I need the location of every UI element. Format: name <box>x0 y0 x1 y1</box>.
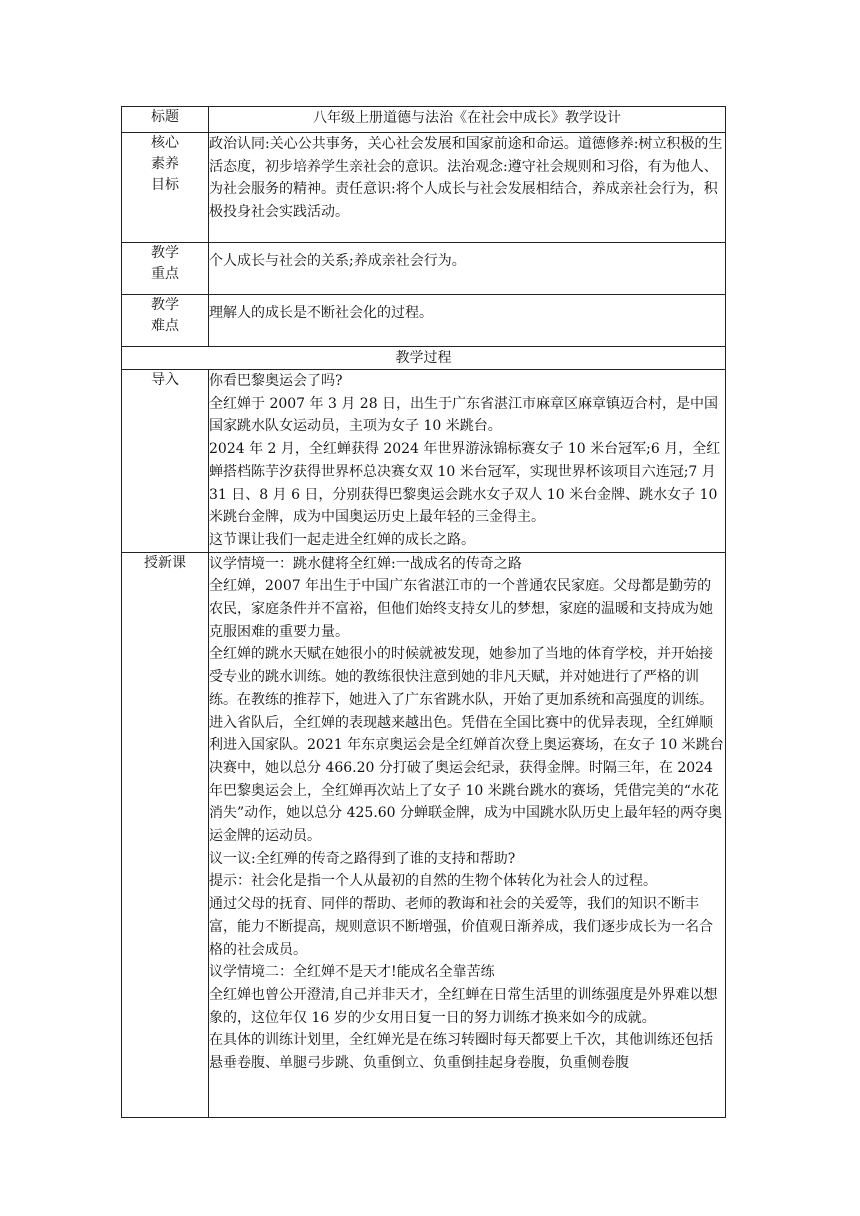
title-row <box>122 107 726 133</box>
intro-paragraph: 你看巴黎奥运会了吗? <box>209 373 343 389</box>
lesson-paragraph: 进入省队后，全红婵的表现越来越出色。凭借在全国比赛中的优异表现，全红婵顺利进入国家队。2021 年东京奥运会是全红婵首次登上奥运赛场，在女子 10 米跳台决赛中，她以总分 466.20 分打破了奥运会纪录，获得金牌。时隔三年，在 2024 年巴黎奥运会上，全红婵再次站上了女子 10 米跳台跳水的赛场，凭借完美的“水花消失”动作，她以总分 425.60 分蝉联金牌，成为中国跳水队历史上最年轻的两夺奥运金牌的运动员。 <box>209 714 724 845</box>
lesson-paragraph: 议一议:全红殚的传奇之路得到了谁的支持和帮助? <box>209 850 516 867</box>
lesson-title: 八年级上册道德与法治《在社会中成长》教学设计 <box>209 107 726 133</box>
key-points-row <box>122 243 726 295</box>
difficulties-row <box>122 295 726 347</box>
intro-paragraph: 全红婵于 2007 年 3 月 28 日，出生于广东省湛江市麻章区麻章镇迈合村，是中国国家跳水队女运动员，主项为女子 10 米跳台。 <box>209 395 719 435</box>
new-lesson-label: 授新课 <box>122 552 209 1117</box>
lesson-paragraph: 提示：社会化是指一个人从最初的自然的生物个体转化为社会人的过程。 <box>209 873 657 890</box>
lesson-paragraph: 全红婵的跳水天赋在她很小的时候就被发现，她参加了当地的体育学校，并开始接受专业的跳水训练。她的教练很快注意到她的非凡天赋，并对她进行了严格的训练。在教练的推荐下，她进入了广东省跳水队，开始了更加系统和高强度的训练。 <box>209 646 713 708</box>
new-lesson-content <box>209 552 726 1117</box>
key-points-label: 教学 重点 <box>122 243 209 295</box>
intro-paragraph: 2024 年 2 月，全红蝉获得 2024 年世界游泳锦标赛女子 10 米台冠军;6 月，全红蝉搭档陈芋汐获得世界杯总决赛女双 10 米台冠军，实现世界杯该项目六连冠;7 月 31 日、8 月 6 日，分别获得巴黎奥运会跳水女子双人 10 米台金牌、跳水女子 10 米跳台金牌，成为中国奥运历史上最年轻的三金得主。 <box>209 441 721 526</box>
core-literacy-row <box>122 133 726 243</box>
lesson-plan-table <box>121 106 726 1118</box>
key-points-text: 个人成长与社会的关系;养成亲社会行为。 <box>209 243 726 295</box>
process-header: 教学过程 <box>122 347 726 370</box>
lesson-paragraph: 在具体的训练计划里，全红婵光是在练习转圈时每天都要上千次，其他训练还包括悬垂卷腹、单腿弓步跳、负重倒立、负重倒挂起身卷腹，负重侧卷腹 <box>209 1032 713 1072</box>
lesson-paragraph: 全红婵，2007 年出生于中国广东省湛江市的一个普通农民家庭。父母都是勤劳的农民，家庭条件并不富裕，但他们始终支持女儿的梦想，家庭的温暖和支持成为她克服困难的重要力量。 <box>209 578 713 640</box>
lesson-paragraph: 议学情境一：跳水健将全红婵:一战成名的传奇之路 <box>209 555 522 572</box>
difficulties-label: 教学 难点 <box>122 295 209 347</box>
lesson-paragraph: 全红婵也曾公开澄清,自己并非天才，全红蝉在日常生活里的训练强度是外界难以想象的，这位年仅 16 岁的少女用日复一日的努力训练才换来如今的成就。 <box>209 986 718 1026</box>
intro-content <box>209 370 726 553</box>
difficulties-text: 理解人的成长是不断社会化的过程。 <box>209 295 726 347</box>
core-literacy-label: 核心 素养 目标 <box>122 133 209 243</box>
title-label: 标题 <box>122 107 209 133</box>
new-lesson-row <box>122 552 726 1117</box>
intro-row <box>122 370 726 553</box>
lesson-paragraph: 议学情境二：全红婵不是天才!能成名全靠苦练 <box>209 964 495 981</box>
lesson-paragraph: 通过父母的抚育、同伴的帮助、老师的教诲和社会的关爱等，我们的知识不断丰富，能力不断提高，规则意识不断增强，价值观日渐养成，我们逐步成长为一名合格的社会成员。 <box>209 896 713 958</box>
intro-paragraph: 这节课让我们一起走进全红婵的成长之路。 <box>209 531 475 548</box>
intro-label: 导入 <box>122 370 209 553</box>
process-header-row <box>122 347 726 370</box>
core-literacy-text: 政治认同:关心公共事务，关心社会发展和国家前途和命运。道德修养:树立积极的生活态度，初步培养学生亲社会的意识。法治观念:遵守社会规则和习俗，有为他人、为社会服务的精神。责任意识:将个人成长与社会发展相结合，养成亲社会行为，积极投身社会实践活动。 <box>209 133 726 243</box>
